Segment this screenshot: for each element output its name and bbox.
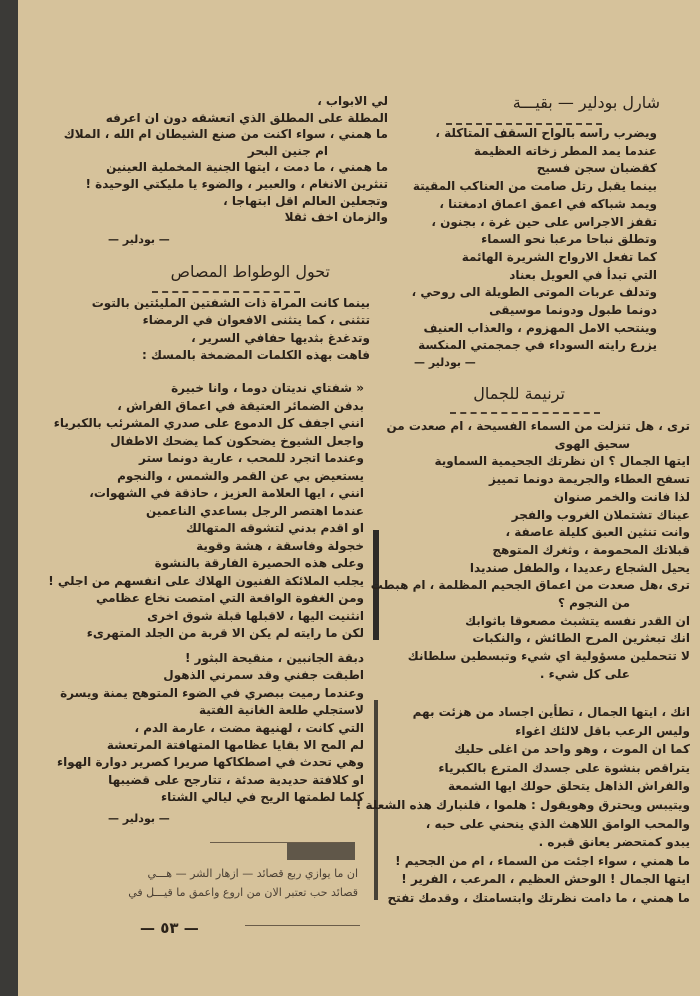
poem-line: لاستجلي طلعة الغانية الفتية [198,703,364,718]
poem-line: كما ان الموت ، وهو واحد من اغلى حليك [454,742,690,757]
poem-line: المطلة على المطلق الذي اتعشقه دون ان اعرفه [105,110,388,125]
poem-line: ما همني ، ما دامت نظرتك وابتسامتك ، وقدمك تفتح [387,890,690,905]
poem-line: ويمد شباكه في اعمق اعماق ادمغتنا ، [439,196,657,211]
signature: — بودلير — [108,812,170,825]
poem-line: بينما يقبل رتل صامت من العناكب المقيتة [412,179,657,194]
poem-line: لي الابواب ، [317,94,388,108]
title-rule [450,412,600,414]
poem-line: لم المح الا بقايا عظامها المتهافتة المرتعشة [106,738,364,753]
poem-line: والمحب الوامق اللاهث الذي ينحني على حبه ، [425,816,690,831]
poem-line: ايتها الجمال ؟ ان نظرتك الجحيمية السماوية [434,454,690,469]
poem-line: ام جنين البحر [247,143,328,158]
poem-line: لا تتحملين مسؤولية اي شيء وتبسطين سلطانك [407,649,690,664]
footnote-line: ان ما يوازي ربع قصائد — ازهار الشر — هـــي [147,867,358,880]
poem-line: دبقة الجانبين ، منقيحة البثور ! [184,651,364,665]
poem-hymn-to-beauty-part2 [356,703,690,908]
poem-line: لذا فانت والخمر صنوان [553,489,690,504]
scan-border [0,0,18,996]
poem-line: اطبقت جفني وقد سمرني الذهول [163,668,364,683]
poem-line: عيناك تشتملان الغروب والفجر [511,507,690,522]
poem-line: وعندما اتجرد للمحب ، عارية دونما ستر [139,451,364,465]
poem-line: انك ، ايتها الجمال ، تطأين اجساد من هزئت بهم [412,705,690,719]
poem-line: عندما اهتصر الرجل بساعدي الناعمين [145,503,364,518]
poem-line: دونما طبول ودونما موسيقى [489,303,657,318]
poem-line: ومن الغفوة الواقعة التي امتصت نخاع عظامي [95,591,364,605]
poem-line: وتدلف عربات الموتى الطويلة الى روحي ، [411,285,657,300]
poem-line: بينما كانت المراة ذات الشفتين المليئتين بالتوت [91,296,370,310]
poem-line: كما تفعل الارواح الشريرة الهائمة [461,249,657,264]
poem-line: ويضرب راسه بالواح السقف المتاكلة ، [435,126,657,140]
poem-line: بدفن الضمائر العتيقة في اعماق الفراش ، [117,398,364,413]
poem-line: وينتحب الامل المهزوم ، والعذاب العنيف [423,320,657,335]
poem-line: تنثرين الانغام ، والعبير ، والضوء يا مليكتي الوحيدة ! [85,176,388,191]
poem-line: وعندما رميت ببصري في الضوء المتوهج يمنة ويسرة [60,685,364,700]
poem-line: يبدو كمتحضر يعانق قبره . [538,835,690,850]
poem-line: فاهت بهذه الكلمات المضمخة بالمسك : [141,348,370,363]
poem-line: ترى ، هل تنزلت من السماء الفسيحة ، ام صعدت من [386,419,690,433]
poem-line: او كلافتة حديدية صدئة ، تتارجح على قضيبها [108,772,364,787]
poem-line: ايتها الجمال ! الوحش العظيم ، المرعب ، الفرير ! [401,872,690,887]
poem-line: ويتيبس ويحترق وهويقول : هلموا ، فلنبارك هذه الشعلة ! [355,797,690,812]
poem-line: يزرع رايته السوداء في جمجمتي المنكسة [418,338,657,353]
poem-line: كلما لطمتها الريح في ليالي الشتاء [160,790,364,805]
poem-line: وعلى هذه الحصيرة الفارقة بالنشوة [154,556,364,570]
section-title-hymn-to-beauty: ترنيمة للجمال [473,384,565,403]
poem-line: وانت تنثين العبق كليلة عاصفة ، [505,525,690,540]
poem-line: وهي تحدث في اصطكاكها صريرا كصرير دوارة الهواء [56,755,364,770]
poem-line: والفراش الذاهل يتحلق حولك ايها الشمعة [447,779,690,794]
poem-line: يحيل الشجاع رعديدا ، والطفل صنديدا [469,560,690,575]
poem-line: عندما يمد المطر زخاته العظيمة [473,143,657,158]
poem-line: يتراقص بنشوة على جسدك المترع بالكبرياء [438,760,690,775]
footnote-line: قصائد حب تعتبر الان من اروع واعمق ما قيـــل في [128,886,358,899]
poem-line: « شفتاي نديتان دوما ، وانا خبيرة [171,381,364,395]
poem-line: ما همني ، ما دمت ، ايتها الجنية المخملية العينين [106,160,388,175]
poem-line: تقفز الاجراس على حين غرة ، بجنون ، [431,214,657,229]
poem-line: قبلاتك المحمومة ، وثغرك المتوهج [492,542,690,557]
footnote [128,864,358,902]
poem-vampire-ending [57,650,364,807]
poem-line: ترى ،هل صعدت من اعماق الجحيم المظلمة ، ام هبطت [370,578,690,593]
poem-line: كقضبان سجن فسيح [536,161,657,176]
poem-line: يستعيض بي عن القمر والشمس ، والنجوم [117,468,364,483]
poem-line: وتجعلين العالم اقل ابتهاجا ، [223,193,388,208]
signature: — بودلير — [108,233,170,246]
poem-line: واجعل الشيوخ يضحكون كما يضحك الاطفال [110,433,364,448]
poem-line: وتطلق نباحا مرعبا نحو السماء [481,232,657,247]
poem-line: التي كانت ، لهنيهة مضت ، عارمة الدم ، [134,720,364,735]
poem-line: ما همني ، سواء اكنت من صنع الشيطان ام الله ، الملاك [63,127,388,142]
signature: — بودلير — [414,356,476,369]
poem-line: ما همني ، سواء اجئت من السماء ، ام من الجحيم ! [395,853,690,868]
poem-line: وليس الرعب باقل لالئك اغواء [515,723,690,738]
poem-vampire-body [48,380,364,643]
poem-line: يجلب الملائكة الفنيون الهلاك على انفسهم من اجلي ! [48,573,364,588]
poem-line: خجولة وفاسقة ، هشة وقوية [196,538,364,553]
poem-line: على كل شيء . [539,666,630,681]
poem-line: من النجوم ؟ [557,596,630,611]
scan-artifact [287,842,355,860]
poem-line: او اقدم بدني لتشوقه المتهالك [185,521,364,535]
poem-baudelaire-continued [412,125,657,355]
divider [245,925,360,926]
poem-line: وتدغدغ بثديها حفافي السرير ، [191,330,370,345]
poem-line: انثنيت اليها ، لاقبلها قبلة شوق اخرى [147,608,364,623]
poem-line: سحيق الهوى [554,436,630,451]
poem-line: انني اجفف كل الدموع على صدري المشرئب بالكبرياء [53,416,364,430]
poem-line: ان القدر نفسه يتشبث مصعوقا باثوابك [465,613,690,628]
poem-line: التي تبدأ في العويل بعناد [509,267,657,282]
poem-line: تسفح العطاء والجريمة دونما تمييز [489,472,690,487]
poem-line: انك تبعثرين المرح الطائش ، والنكبات [472,631,690,646]
page-number: — ٥٣ — [140,919,199,937]
poem-line: لكن ما رايته لم يكن الا قربة من الجلد المتهرىء [86,626,364,640]
poem-vampire-intro [92,295,370,365]
poem-left-part1 [64,93,388,226]
poem-line: تتثنى ، كما يتثنى الافعوان في الرمضاء [142,313,370,328]
poem-hymn-to-beauty [371,418,690,684]
title-rule [152,291,300,293]
poem-line: والزمان اخف ثقلا [284,210,388,225]
divider [210,842,340,843]
section-title-baudelaire-continued: شارل بودلير — بقيـــة [512,93,660,112]
poem-line: انني ، ايها العلامة العزيز ، حاذقة في الشهوات، [89,486,364,500]
section-title-vampire-metamorphosis: تحول الوطواط المصاص [170,262,330,281]
